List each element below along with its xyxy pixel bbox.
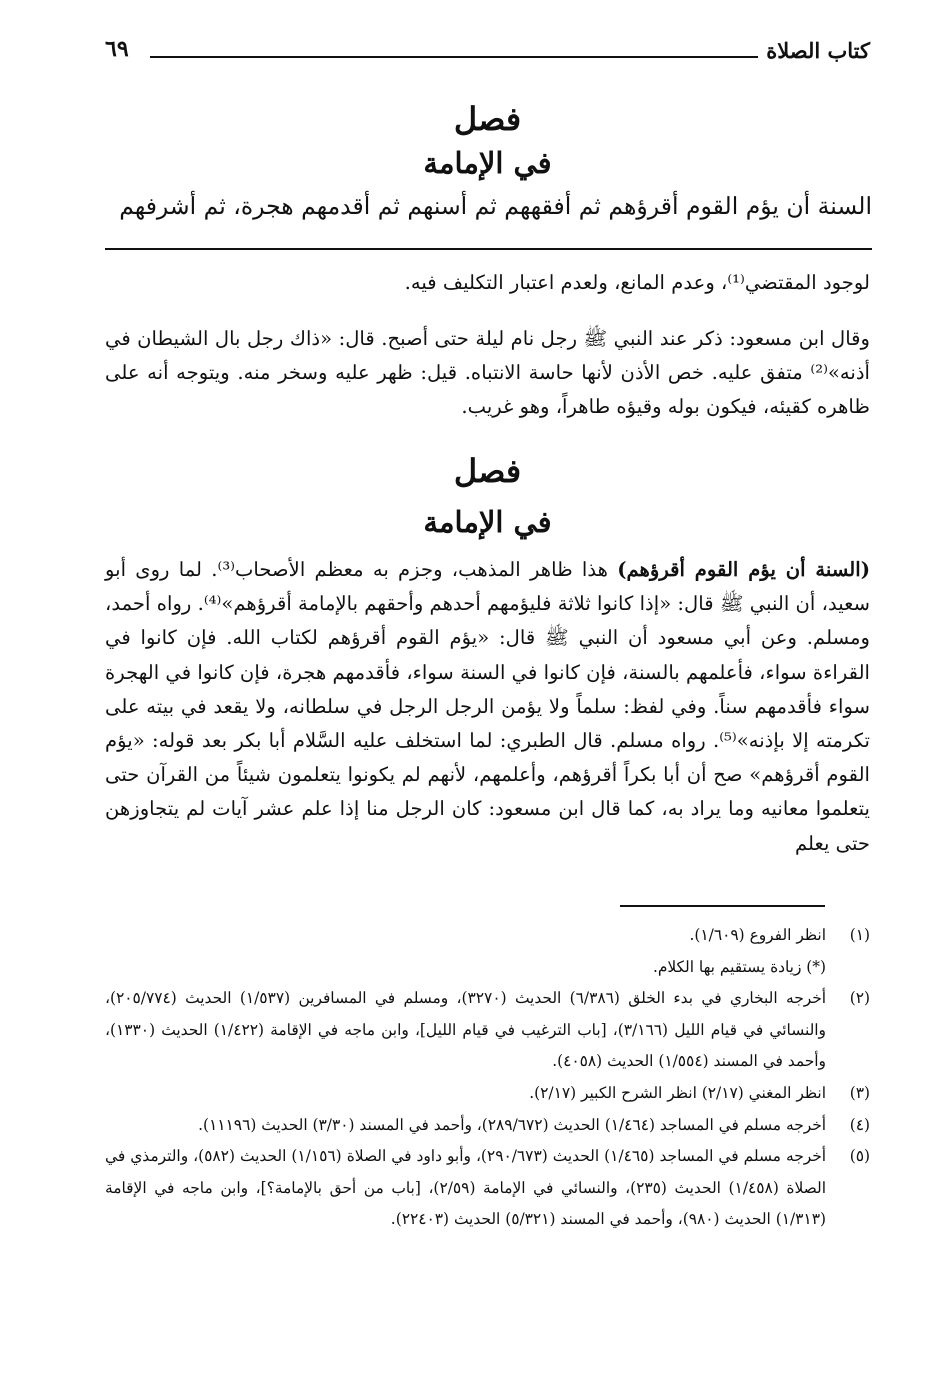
section-2-title: فصل <box>453 452 522 490</box>
footnote <box>105 920 870 952</box>
footnote-text: انظر المغني (٢/١٧) انظر الشرح الكبير (٢/١٧). <box>529 1083 826 1102</box>
paragraph-2-text: وقال ابن مسعود: ذكر عند النبي ﷺ رجل نام ليلة حتى أصبح. قال: «ذاك رجل بال الشيطان في أذنه»⁽²⁾ متفق عليه. خص الأذن لأنها حاسة الانتباه. قيل: ظهر عليه وسخر منه. ويتوجه أنه على ظاهره كقيئه، فيكون بوله وقيؤه طاهراً، وهو غريب. <box>105 327 870 419</box>
paragraph-1 <box>105 266 870 300</box>
paragraph-3 <box>105 553 870 861</box>
footnote-text: انظر الفروع (١/٦٠٩). <box>689 926 826 944</box>
footnote-text: أخرجه مسلم في المساجد (١/٤٦٤) الحديث (٢٨٩/٦٧٢)، وأحمد في المسند (٣/٣٠) الحديث (١١١٩٦). <box>198 1115 826 1134</box>
section-1-subtitle: في الإمامة <box>423 146 552 180</box>
footnote-number: (٢) <box>849 989 870 1008</box>
matn-quote-bold: (السنة أن يؤم القوم أقرؤهم) <box>617 558 870 581</box>
footnote <box>105 1110 870 1142</box>
footnote <box>105 952 870 984</box>
paragraph-3-text <box>105 553 870 861</box>
header-rule <box>150 56 758 58</box>
footnote-number: (٣) <box>849 1083 870 1102</box>
footnote <box>105 983 870 1078</box>
book-title: كتاب الصلاة <box>766 38 870 63</box>
footnote-number: (٥) <box>849 1147 870 1166</box>
page-number: ٦٩ <box>105 36 129 62</box>
footnote <box>105 1141 870 1236</box>
matn-divider <box>105 248 872 250</box>
matn-text: السنة أن يؤم القوم أقرؤهم ثم أفقههم ثم أسنهم ثم أقدمهم هجرة، ثم أشرفهم <box>119 192 872 220</box>
section-2-subtitle: في الإمامة <box>423 505 552 539</box>
footnote-divider <box>620 905 825 907</box>
footnote-number: (١) <box>849 926 870 944</box>
paragraph-1-text: لوجود المقتضي⁽¹⁾، وعدم المانع، ولعدم اعتبار التكليف فيه. <box>404 271 870 294</box>
paragraph-2 <box>105 322 870 425</box>
footnote-text: (*) زيادة يستقيم بها الكلام. <box>652 957 826 976</box>
footnotes <box>105 920 870 1236</box>
section-1-title: فصل <box>453 100 522 138</box>
paragraph-3-body: هذا ظاهر المذهب، وجزم به معظم الأصحاب⁽³⁾. لما روى أبو سعيد، أن النبي ﷺ قال: «إذا كانوا ثلاثة فليؤمهم أحدهم وأحقهم بالإمامة أقرؤهم»⁽⁴⁾. رواه أحمد، ومسلم. وعن أبي مسعود أن النبي ﷺ قال: «يؤم القوم أقرؤهم لكتاب الله. فإن كانوا في القراءة سواء، فأعلمهم بالسنة، فإن كانوا في السنة سواء، فأقدمهم هجرة، فإن كانوا في الهجرة سواء فأقدمهم سناً. وفي لفظ: سلماً ولا يؤمن الرجل الرجل في سلطانه، ولا يقعد في بيته على تكرمته إلا بإذنه»⁽⁵⁾. رواه مسلم. قال الطبري: لما استخلف عليه السَّلام أبا بكر بعد قوله: «يؤم القوم أقرؤهم» صح أن أبا بكراً أقرؤهم، وأعلمهم، لأنهم لم يكونوا يتعلمون شيئاً من القرآن حتى يتعلموا معانيه وما يراد به، كما قال ابن مسعود: كان الرجل منا إذا علم عشر آيات لم يتجاوزهن حتى يعلم <box>105 558 871 855</box>
running-header <box>105 36 870 68</box>
footnote-text: أخرجه البخاري في بدء الخلق (٦/٣٨٦) الحديث (٣٢٧٠)، ومسلم في المسافرين (١/٥٣٧) الحديث (٢٠٥/٧٧٤)، والنسائي في قيام الليل (٣/١٦٦)، [باب الترغيب في قيام الليل]، وابن ماجه في الإقامة (١/٤٢٢) الحديث (١٣٣٠)، وأحمد في المسند (١/٥٥٤) الحديث (٤٠٥٨). <box>105 989 826 1071</box>
footnote-number: (٤) <box>849 1115 870 1134</box>
footnote <box>105 1078 870 1110</box>
footnote-text: أخرجه مسلم في المساجد (١/٤٦٥) الحديث (٢٩٠/٦٧٣)، وأبو داود في الصلاة (١/١٥٦) الحديث (٥٨٢)، والترمذي في الصلاة (١/٤٥٨) الحديث (٢٣٥)، والنسائي في الإمامة (٢/٥٩)، [باب من أحق بالإمامة؟]، وابن ماجه في الإقامة (١/٣١٣) الحديث (٩٨٠)، وأحمد في المسند (٥/٣٢١) الحديث (٢٢٤٠٣). <box>105 1147 826 1229</box>
